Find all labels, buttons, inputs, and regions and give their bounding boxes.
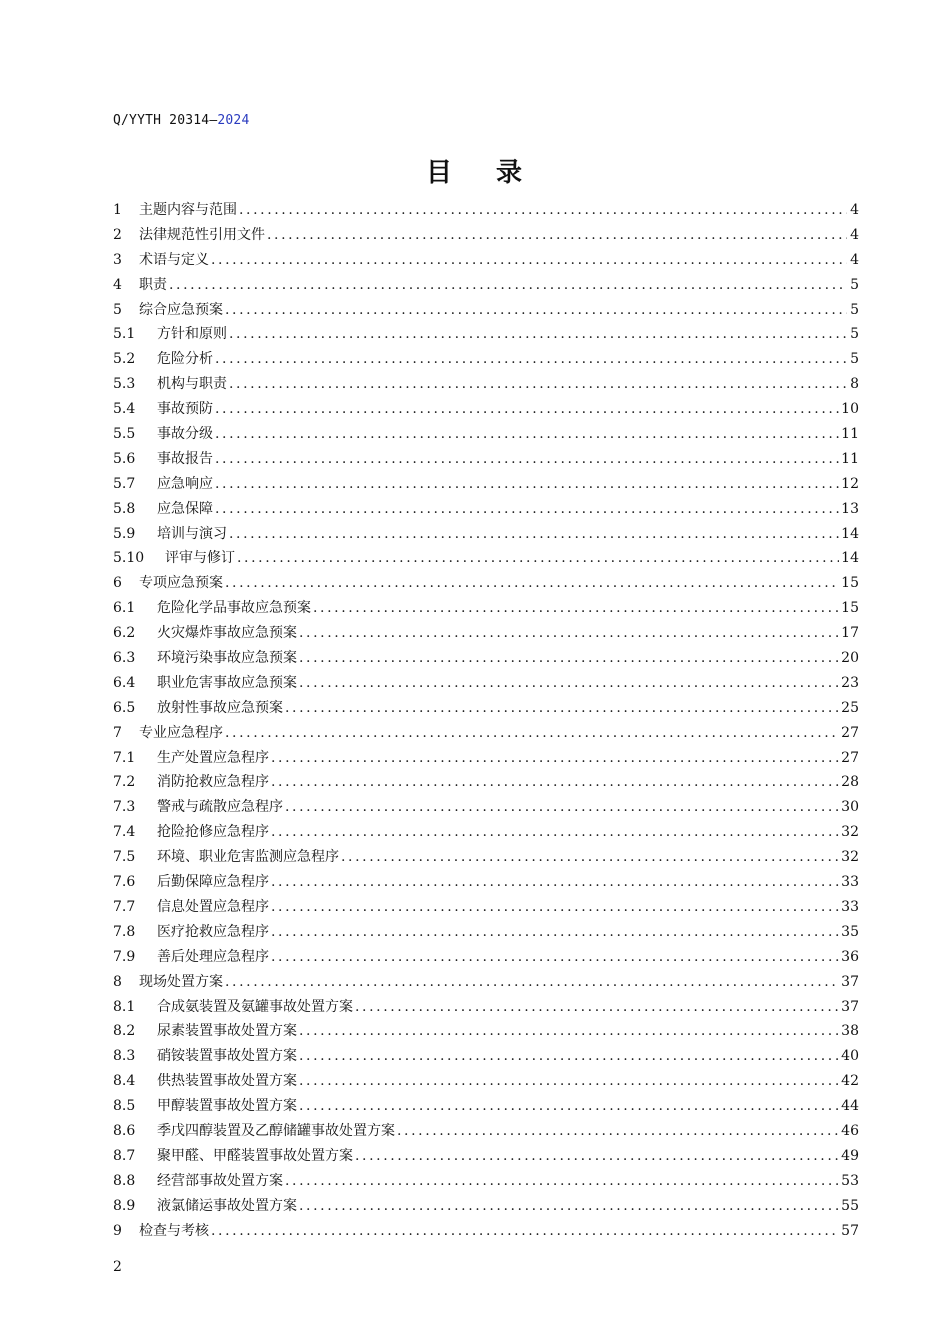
toc-entry-page: 55 [841,1197,859,1214]
toc-entry-leader [237,546,839,571]
toc-entry-title: 放射性事故应急预案 [157,699,283,716]
toc-entry-page: 25 [841,699,859,716]
toc-entry-leader [285,795,839,820]
toc-entry-page: 23 [841,674,859,691]
document-code [113,113,249,128]
toc-entry-page: 11 [841,450,859,467]
toc-entry-leader [225,721,839,746]
toc-entry-title: 经营部事故处置方案 [157,1172,283,1189]
toc-entry[interactable] [113,1019,859,1044]
toc-entry-title: 警戒与疏散应急程序 [157,799,283,816]
toc-entry-title: 评审与修订 [165,550,235,567]
toc-entry-number: 2 [113,226,122,243]
toc-entry-page: 14 [841,550,859,567]
toc-entry-title: 聚甲醛、甲醛装置事故处置方案 [157,1147,353,1164]
toc-entry-title: 专项应急预案 [139,575,223,592]
toc-entry-leader [341,845,839,870]
toc-entry-number: 5.1 [113,326,136,343]
toc-entry[interactable] [113,845,859,870]
toc-entry-leader [215,347,847,372]
toc-entry[interactable] [113,945,859,970]
toc-entry-page: 5 [850,351,859,368]
toc-entry-leader [299,646,839,671]
toc-entry-page: 10 [841,401,859,418]
toc-entry[interactable] [113,646,859,671]
toc-entry-page: 57 [841,1222,859,1239]
toc-entry-number: 9 [113,1222,122,1239]
document-code-prefix: Q/YYTH 20314— [113,113,218,128]
toc-entry-leader [299,1194,839,1219]
toc-entry-title: 事故预防 [157,401,213,418]
toc-entry-leader [271,945,839,970]
toc-entry-number: 5.5 [113,426,136,443]
toc-entry-title: 危险分析 [157,351,213,368]
toc-entry-number: 8.5 [113,1098,136,1115]
toc-entry-number: 5.10 [113,550,145,567]
toc-entry[interactable] [113,397,859,422]
toc-entry-leader [215,422,839,447]
toc-entry[interactable] [113,546,859,571]
toc-entry-leader [299,1044,839,1069]
toc-entry-page: 27 [841,724,859,741]
toc-entry-title: 季戊四醇装置及乙醇储罐事故处置方案 [157,1122,395,1139]
toc-entry-page: 53 [841,1172,859,1189]
toc-entry-page: 44 [841,1098,859,1115]
toc-entry-number: 5.9 [113,525,136,542]
toc-entry[interactable] [113,1144,859,1169]
toc-entry-title: 机构与职责 [157,376,227,393]
toc-entry[interactable] [113,1094,859,1119]
toc-entry-leader [355,995,839,1020]
toc-entry-number: 8.7 [113,1147,136,1164]
toc-entry-page: 5 [850,301,859,318]
toc-entry-page: 38 [841,1023,859,1040]
toc-entry-leader [271,770,839,795]
toc-entry-title: 甲醇装置事故处置方案 [157,1098,297,1115]
toc-entry-leader [215,447,839,472]
toc-entry[interactable] [113,447,859,472]
toc-entry-number: 6.5 [113,699,136,716]
toc-entry-number: 7.3 [113,799,136,816]
toc-entry-page: 32 [841,849,859,866]
toc-title-char-1: 目 [425,158,454,188]
toc-entry-title: 火灾爆炸事故应急预案 [157,625,297,642]
toc-entry-number: 8.2 [113,1023,136,1040]
toc-entry-title: 尿素装置事故处置方案 [157,1023,297,1040]
toc-entry-page: 36 [841,948,859,965]
toc-entry-leader [225,298,847,323]
toc-entry[interactable] [113,347,859,372]
toc-entry[interactable] [113,721,859,746]
toc-entry-title: 术语与定义 [139,251,209,268]
toc-entry-page: 37 [841,973,859,990]
toc-entry-number: 6 [113,575,122,592]
toc-entry-number: 4 [113,276,122,293]
toc-entry-leader [229,372,847,397]
toc-entry-title: 液氯储运事故处置方案 [157,1197,297,1214]
toc-entry-number: 7.9 [113,948,136,965]
toc-entry-page: 5 [850,276,859,293]
toc-entry-number: 8.6 [113,1122,136,1139]
toc-entry[interactable] [113,770,859,795]
toc-entry-title: 检查与考核 [139,1222,209,1239]
toc-entry-number: 8 [113,973,122,990]
toc-entry-number: 3 [113,251,122,268]
toc-entry[interactable] [113,596,859,621]
toc-entry[interactable] [113,1069,859,1094]
toc-entry-page: 5 [850,326,859,343]
toc-entry-page: 33 [841,898,859,915]
toc-entry-title: 现场处置方案 [139,973,223,990]
toc-entry[interactable] [113,248,859,273]
toc-entry-number: 5.6 [113,450,136,467]
toc-entry-number: 6.3 [113,650,136,667]
toc-entry-number: 6.4 [113,674,136,691]
toc-entry-leader [271,870,839,895]
toc-entry[interactable] [113,970,859,995]
toc-entry-title: 善后处理应急程序 [157,948,269,965]
toc-entry[interactable] [113,198,859,223]
toc-entry-page: 4 [850,226,859,243]
toc-entry-title: 法律规范性引用文件 [139,226,265,243]
toc-entry-number: 5.2 [113,351,136,368]
toc-entry[interactable] [113,696,859,721]
toc-entry-leader [215,472,839,497]
toc-entry[interactable] [113,995,859,1020]
toc-entry[interactable] [113,621,859,646]
toc-entry-title: 生产处置应急程序 [157,749,269,766]
toc-entry-leader [299,1069,839,1094]
toc-entry-title: 方针和原则 [157,326,227,343]
toc-entry-title: 后勤保障应急程序 [157,874,269,891]
toc-entry[interactable] [113,746,859,771]
page-number: 2 [113,1259,122,1275]
toc-entry-page: 4 [850,202,859,218]
toc-entry-title: 环境、职业危害监测应急程序 [157,849,339,866]
toc-entry-leader [229,522,839,547]
toc-entry-page: 13 [841,500,859,517]
toc-entry-page: 37 [841,998,859,1015]
toc-entry-title: 应急响应 [157,475,213,492]
toc-entry-leader [225,571,839,596]
toc-entry-number: 8.9 [113,1197,136,1214]
toc-entry-page: 32 [841,824,859,841]
toc-entry[interactable] [113,322,859,347]
toc-entry-number: 5.7 [113,475,136,492]
toc-entry[interactable] [113,298,859,323]
toc-entry-leader [215,397,839,422]
toc-entry[interactable] [113,1194,859,1219]
toc-entry-number: 7.5 [113,849,136,866]
toc-entry-title: 合成氨装置及氨罐事故处置方案 [157,998,353,1015]
toc-entry-page: 15 [841,575,859,592]
toc-entry-number: 7.2 [113,774,136,791]
toc-title-char-2: 录 [496,158,525,188]
toc-entry-page: 11 [841,426,859,443]
toc-entry-title: 抢险抢修应急程序 [157,824,269,841]
toc-entry-title: 综合应急预案 [139,301,223,318]
toc-entry[interactable] [113,422,859,447]
toc-entry-title: 信息处置应急程序 [157,898,269,915]
toc-entry-page: 46 [841,1122,859,1139]
toc-entry-number: 7.1 [113,749,136,766]
toc-entry-page: 30 [841,799,859,816]
toc-entry-number: 6.1 [113,600,136,617]
toc-entry-number: 5.4 [113,401,136,418]
toc-entry-leader [299,1094,839,1119]
toc-entry-number: 8.8 [113,1172,136,1189]
toc-entry-leader [271,920,839,945]
toc-entry[interactable] [113,372,859,397]
toc-entry-leader [271,820,839,845]
toc-entry-title: 危险化学品事故应急预案 [157,600,311,617]
toc-entry[interactable] [113,1219,859,1244]
toc-entry-page: 12 [841,475,859,492]
toc-entry-page: 27 [841,749,859,766]
toc-entry-number: 7.6 [113,874,136,891]
toc-entry-number: 7.8 [113,923,136,940]
toc-entry-leader [299,621,839,646]
toc-entry-leader [299,1019,839,1044]
toc-entry-title: 职责 [139,276,167,293]
toc-entry-title: 事故报告 [157,450,213,467]
toc-entry-number: 6.2 [113,625,136,642]
toc-entry-leader [211,248,847,273]
toc-entry-number: 1 [113,202,122,218]
toc-entry-page: 40 [841,1048,859,1065]
toc-entry[interactable] [113,472,859,497]
toc-entry[interactable] [113,671,859,696]
toc-entry[interactable] [113,223,859,248]
toc-entry[interactable] [113,795,859,820]
toc-entry-page: 14 [841,525,859,542]
toc-entry[interactable] [113,870,859,895]
toc-entry-page: 35 [841,923,859,940]
toc-entry[interactable] [113,920,859,945]
toc-entry-number: 5 [113,301,122,318]
toc-entry[interactable] [113,1044,859,1069]
toc-entry-leader [267,223,847,248]
toc-entry-title: 主题内容与范围 [139,202,237,218]
toc-entry[interactable] [113,497,859,522]
toc-entry[interactable] [113,895,859,920]
toc-entry-leader [299,671,839,696]
toc-entry-title: 消防抢救应急程序 [157,774,269,791]
toc-entry-page: 17 [841,625,859,642]
toc-entry-leader [285,1169,839,1194]
toc-entry[interactable] [113,820,859,845]
toc-entry-leader [271,895,839,920]
toc-entry-page: 33 [841,874,859,891]
toc-entry-leader [285,696,839,721]
toc-title [0,152,950,189]
toc-entry-page: 15 [841,600,859,617]
toc-entry-title: 硝铵装置事故处置方案 [157,1048,297,1065]
document-code-year: 2024 [217,113,250,128]
toc-entry-number: 7.7 [113,898,136,915]
toc-entry-leader [215,497,839,522]
toc-entry-title: 专业应急程序 [139,724,223,741]
toc-entry[interactable] [113,571,859,596]
toc-entry[interactable] [113,1119,859,1144]
toc-entry[interactable] [113,273,859,298]
toc-entry-page: 4 [850,251,859,268]
toc-entry-number: 8.1 [113,998,136,1015]
toc-entry-leader [229,322,847,347]
toc-entry-title: 职业危害事故应急预案 [157,674,297,691]
toc-entry-number: 7.4 [113,824,136,841]
toc-entry-leader [239,198,847,223]
toc-entry-page: 20 [841,650,859,667]
toc-entry-page: 28 [841,774,859,791]
toc-entry-leader [169,273,847,298]
toc-entry[interactable] [113,1169,859,1194]
toc-entry-title: 事故分级 [157,426,213,443]
toc-entry-page: 8 [850,376,859,393]
toc-entry[interactable] [113,522,859,547]
toc-entry-leader [225,970,839,995]
toc-entry-page: 42 [841,1073,859,1090]
table-of-contents [113,198,859,1243]
toc-entry-leader [211,1219,839,1244]
toc-entry-title: 供热装置事故处置方案 [157,1073,297,1090]
toc-entry-number: 7 [113,724,122,741]
toc-entry-title: 医疗抢救应急程序 [157,923,269,940]
toc-entry-leader [355,1144,839,1169]
toc-entry-leader [271,746,839,771]
toc-entry-title: 应急保障 [157,500,213,517]
toc-entry-leader [397,1119,839,1144]
toc-entry-title: 培训与演习 [157,525,227,542]
toc-entry-leader [313,596,839,621]
toc-entry-number: 5.3 [113,376,136,393]
toc-entry-number: 8.4 [113,1073,136,1090]
toc-entry-page: 49 [841,1147,859,1164]
toc-entry-number: 8.3 [113,1048,136,1065]
toc-entry-title: 环境污染事故应急预案 [157,650,297,667]
toc-entry-number: 5.8 [113,500,136,517]
